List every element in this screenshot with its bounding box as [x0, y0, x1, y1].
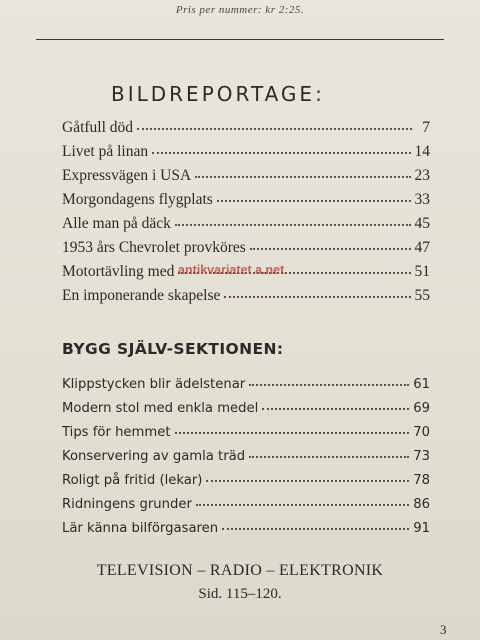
dot-leader	[196, 490, 409, 506]
toc-entry-page: 69	[413, 401, 430, 416]
toc-entry	[62, 188, 430, 210]
toc-entry	[62, 516, 430, 538]
watermark: antikvariatet a.net	[178, 263, 285, 277]
dot-leader	[224, 282, 410, 298]
toc-entry-label: Livet på linan	[62, 143, 149, 160]
toc-entry-label: Expressvägen i USA	[62, 167, 192, 184]
page-number: 3	[440, 622, 447, 637]
toc-entry-page: 73	[413, 449, 430, 464]
toc-entry	[62, 444, 430, 466]
toc-entry	[62, 396, 430, 418]
toc-entry-page: 14	[414, 143, 430, 160]
toc-entry	[62, 140, 430, 162]
toc-entry-page: 91	[413, 521, 430, 536]
toc-entry	[62, 468, 430, 490]
toc-entry-label: Lär känna bilförgasaren	[62, 521, 219, 536]
footer-section-title: TELEVISION – RADIO – ELEKTRONIK	[96, 562, 384, 579]
section-title-bildreportage: BILDREPORTAGE:	[111, 82, 325, 106]
toc-entry-label: Konservering av gamla träd	[62, 449, 246, 464]
toc-entry-page: 7	[422, 119, 430, 136]
toc-entry	[62, 236, 430, 258]
toc-entry-label: Ridningens grunder	[62, 497, 192, 512]
toc-entry-page: 23	[414, 167, 430, 184]
toc-entry-page: 33	[414, 191, 430, 208]
toc-entry	[62, 372, 430, 394]
toc-entry-page: 61	[413, 377, 430, 392]
toc-entry-page: 78	[413, 473, 430, 488]
toc-entry-page: 55	[414, 287, 430, 304]
dot-leader	[175, 418, 410, 434]
section-title-bygg-sjalv: BYGG SJÄLV-SEKTIONEN:	[62, 340, 284, 358]
dot-leader	[195, 162, 410, 178]
toc-entry-label: Gåtfull död	[62, 119, 134, 136]
dot-leader	[222, 514, 409, 530]
toc-entry-label: Modern stol med enkla medel	[62, 401, 259, 416]
toc-entry	[62, 284, 430, 306]
toc-entry-label: Roligt på fritid (lekar)	[62, 473, 203, 488]
toc-entry-label: En imponerande skapelse	[62, 287, 221, 304]
toc-entry-page: 47	[414, 239, 430, 256]
toc-entry	[62, 212, 430, 234]
divider-rule	[36, 39, 444, 40]
dot-leader	[249, 442, 409, 458]
toc-entry-page: 86	[413, 497, 430, 512]
toc-entry-label: Alle man på däck	[62, 215, 171, 232]
dot-leader	[175, 210, 411, 226]
toc-entry-page: 45	[414, 215, 430, 232]
toc-entry-page: 51	[414, 263, 430, 280]
dot-leader	[152, 138, 410, 154]
toc-entry-label: Morgondagens flygplats	[62, 191, 213, 208]
dot-leader	[250, 234, 411, 250]
toc-entry	[62, 492, 430, 514]
toc-entry-label: 1953 års Chevrolet provköres	[62, 239, 246, 256]
dot-leader	[217, 186, 411, 202]
price-line: Pris per nummer: kr 2:25.	[175, 4, 305, 16]
toc-entry-label: Motortävling med	[62, 263, 175, 280]
dot-leader	[206, 466, 409, 482]
dot-leader	[249, 370, 409, 386]
toc-entry-label: Klippstycken blir ädelstenar	[62, 377, 246, 392]
dot-leader	[137, 114, 412, 130]
toc-entry	[62, 116, 430, 138]
dot-leader	[262, 394, 409, 410]
toc-entry	[62, 420, 430, 442]
footer-page-range: Sid. 115–120.	[198, 586, 282, 602]
toc-entry-page: 70	[413, 425, 430, 440]
toc-entry-label: Tips för hemmet	[62, 425, 171, 440]
toc-entry	[62, 164, 430, 186]
